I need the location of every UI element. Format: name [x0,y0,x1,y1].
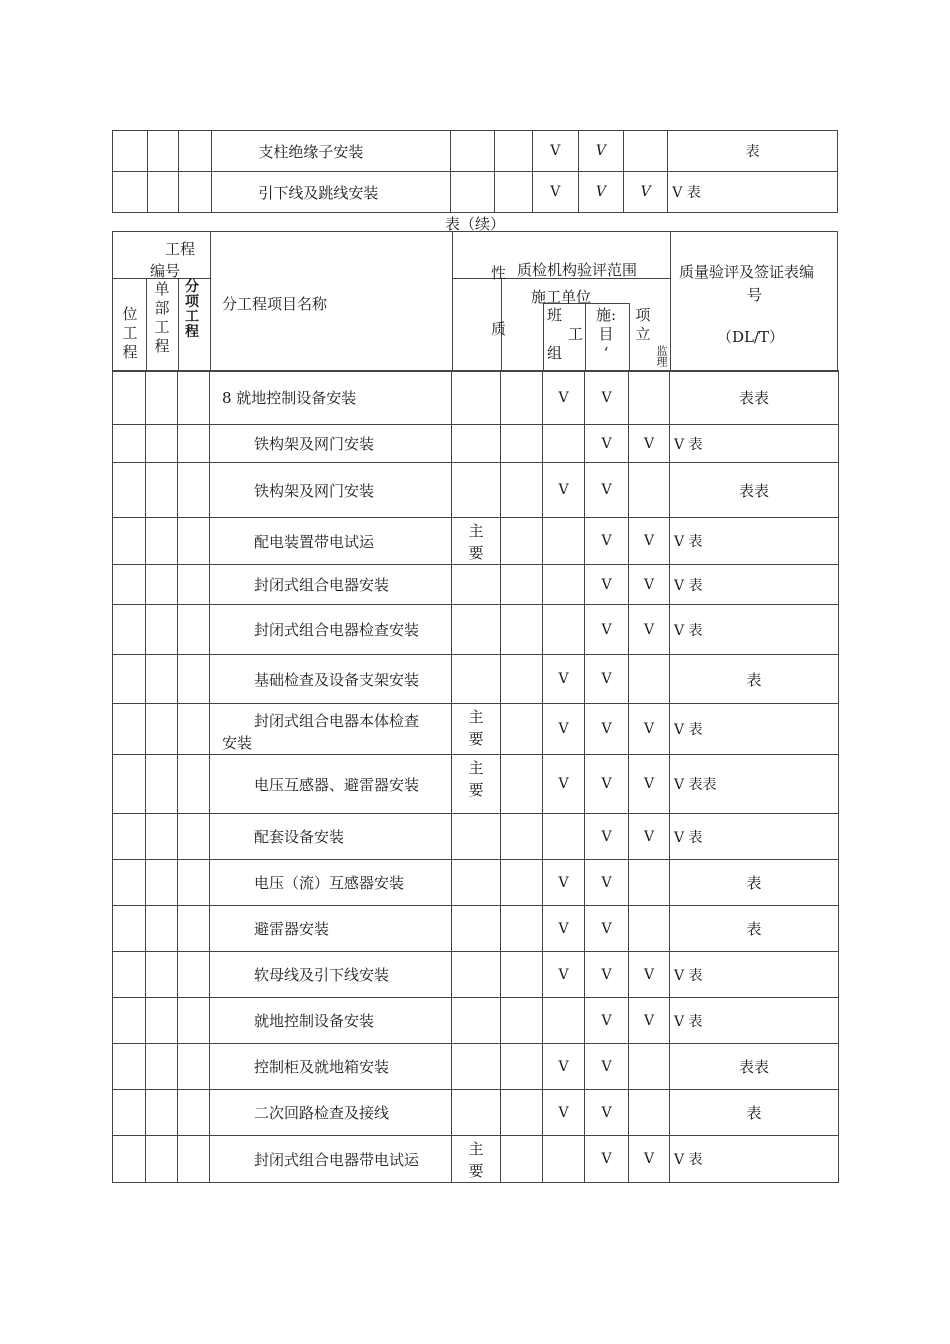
supervise-check: V [629,998,670,1044]
table-row [113,906,839,952]
table-row [113,814,839,860]
supervise-check: V [629,755,670,814]
table-row [113,998,839,1044]
item-name-cell [210,906,452,952]
form-no: V 表 [670,1136,839,1183]
supervise-check: V [629,605,670,655]
team-check [543,814,585,860]
nature-cell [452,1136,501,1183]
form-no-header-2: 号 [747,286,763,304]
item-name: 封闭式组合电器检查安装 [254,621,420,639]
nature-cell [452,704,501,755]
item-name-cell [210,371,452,425]
nature-cell [452,655,501,704]
nature-cell [452,860,501,906]
construct-check: V [585,425,629,463]
nature-cell [452,605,501,655]
team-check [543,1136,585,1183]
construct-check: V [585,463,629,518]
form-no: 表表 [670,463,839,518]
construct-check: V [578,172,623,213]
sub-item-project-label: 分 项 工 程 [185,279,199,340]
item-name: 配电装置带电试运 [254,532,375,551]
supervise-check: V [629,952,670,998]
item-name-cell [210,1044,452,1090]
supervise-check: V [624,172,668,213]
construct-check: V [585,1044,629,1090]
nature-cell [452,755,501,814]
form-no-header-1: 质量验评及签证表编 [679,263,815,281]
team-check: V [532,172,578,213]
nature-text: 主要 [468,1140,484,1180]
item-name: 铁构架及网门安装 [254,481,375,500]
item-name: 电压（流）互感器安装 [254,874,405,892]
supervise-check: V [629,704,670,755]
table-row [113,952,839,998]
construct-check: V [585,1090,629,1136]
supervise-check [629,371,670,425]
construct-check: V [585,704,629,755]
team-check: V [543,371,585,425]
table-row [113,704,839,755]
table-row [113,131,838,172]
item-name-cell [210,605,452,655]
table-row [113,371,839,425]
table-row [113,518,839,565]
supervise-header: 监理 [655,345,668,367]
form-no: 表 [670,860,839,906]
form-no: V 表 [670,425,839,463]
table-row [113,655,839,704]
nature-text: 主要 [468,759,484,799]
form-no: 表表 [670,1044,839,1090]
sub-unit-project-label: 单 部 工 程 [154,280,170,355]
nature-cell [452,371,501,425]
team-check: V [543,1090,585,1136]
item-name: 控制柜及就地箱安装 [254,1058,390,1076]
item-name: 封闭式组合电器安装 [254,576,390,594]
construct-check: V [585,906,629,952]
item-name-cell [210,704,452,755]
table-header [112,231,838,372]
nature-cell [452,1090,501,1136]
table-row [113,605,839,655]
nature-cell [452,952,501,998]
form-no: 表 [670,906,839,952]
project-no-label-1: 工程 [165,240,196,258]
team-check: V [543,906,585,952]
construct-check: V [585,518,629,565]
form-no: 表 [668,131,838,172]
table-row [113,1090,839,1136]
item-name-cell [210,860,452,906]
item-name-cell [210,518,452,565]
table-row [113,1136,839,1183]
item-name: 电压互感器、避雷器安装 [254,775,420,794]
nature-cell [452,998,501,1044]
construct-check: V [585,371,629,425]
construct-check: V [585,605,629,655]
construct-check: V [585,655,629,704]
table-caption: 表（续） [444,215,505,233]
construct-check: V [585,952,629,998]
item-name-cell [210,565,452,605]
nature-cell [452,565,501,605]
table-row [113,425,839,463]
supervise-check: V [629,425,670,463]
nature-cell [452,518,501,565]
table-row [113,463,839,518]
nature-cell [452,1044,501,1090]
item-name-cell [210,755,452,814]
item-name: 引下线及跳线安装 [258,183,379,202]
unit-project-label: 位 工 程 [122,305,138,361]
team-check [543,518,585,565]
form-no: V 表 [670,704,839,755]
form-no: V 表 [670,565,839,605]
project-header: 项 立 [635,306,651,343]
form-no: 表 [670,655,839,704]
team-check: V [543,655,585,704]
item-name: 二次回路检查及接线 [254,1104,390,1122]
item-name-cell [210,655,452,704]
team-header: 班 工 组 [547,306,583,362]
item-name: 封闭式组合电器本体检查 [254,712,420,730]
nature-cell [452,463,501,518]
team-check: V [543,952,585,998]
construct-check: V [578,131,623,172]
item-name-header: 分工程项目名称 [222,295,328,313]
form-no: V 表表 [670,755,839,814]
supervise-check [629,906,670,952]
item-name-cell [210,998,452,1044]
item-name: 铁构架及网门安装 [254,435,375,453]
form-no: V 表 [670,605,839,655]
table-row [113,172,838,213]
team-check [543,565,585,605]
construction-unit-label: 施工单位 [531,288,592,306]
form-no: V 表 [670,518,839,565]
nature-cell [452,425,501,463]
supervise-check [629,655,670,704]
table-row [113,565,839,605]
nature-label-1: 性 [491,264,507,282]
supervise-check [624,131,668,172]
item-name: 配套设备安装 [254,828,345,846]
team-check: V [543,463,585,518]
nature-text: 主要 [468,522,484,562]
form-no: V 表 [670,952,839,998]
supervise-check [629,860,670,906]
construct-header: 施: 目 ‘ [595,306,617,362]
item-name: 基础检查及设备支架安装 [254,670,420,689]
nature-text: 主要 [468,708,484,748]
form-no: 表表 [670,371,839,425]
inspection-scope-label: 质检机构验评范围 [517,261,638,279]
item-name-cell [210,425,452,463]
construct-check: V [585,814,629,860]
team-check: V [543,755,585,814]
form-no: V 表 [670,814,839,860]
supervise-check: V [629,565,670,605]
item-name: 避雷器安装 [254,920,330,938]
construct-check: V [585,565,629,605]
form-no-header-3: （DL/T） [717,328,785,346]
supervise-check [629,1090,670,1136]
item-name: 软母线及引下线安装 [254,966,390,984]
item-name-cont: 安装 [222,734,253,752]
supervise-check: V [629,814,670,860]
table-row [113,755,839,814]
construct-check: V [585,755,629,814]
item-name-cell [210,814,452,860]
item-name: 8 就地控制设备安装 [222,389,357,407]
construct-check: V [585,998,629,1044]
team-check [543,425,585,463]
item-name-cell [210,952,452,998]
main-table [112,370,839,1183]
item-name-cell [210,463,452,518]
team-check: V [543,860,585,906]
team-check: V [532,131,578,172]
nature-cell [452,814,501,860]
team-check [543,605,585,655]
form-no: V 表 [668,172,838,213]
team-check [543,998,585,1044]
form-no: 表 [670,1090,839,1136]
item-name-cell [210,1090,452,1136]
item-name: 就地控制设备安装 [254,1012,375,1030]
item-name: 支柱绝缘子安装 [258,142,364,161]
construct-check: V [585,1136,629,1183]
table-row [113,1044,839,1090]
form-no: V 表 [670,998,839,1044]
top-table [112,130,838,213]
supervise-check: V [629,518,670,565]
supervise-check [629,463,670,518]
nature-label-2: 质 [491,320,507,338]
project-no-label-2: 编号 [150,262,181,280]
table-row [113,860,839,906]
construct-check: V [585,860,629,906]
team-check: V [543,1044,585,1090]
supervise-check [629,1044,670,1090]
item-name: 封闭式组合电器带电试运 [254,1150,420,1169]
supervise-check: V [629,1136,670,1183]
nature-cell [452,906,501,952]
team-check: V [543,704,585,755]
item-name-cell [210,1136,452,1183]
